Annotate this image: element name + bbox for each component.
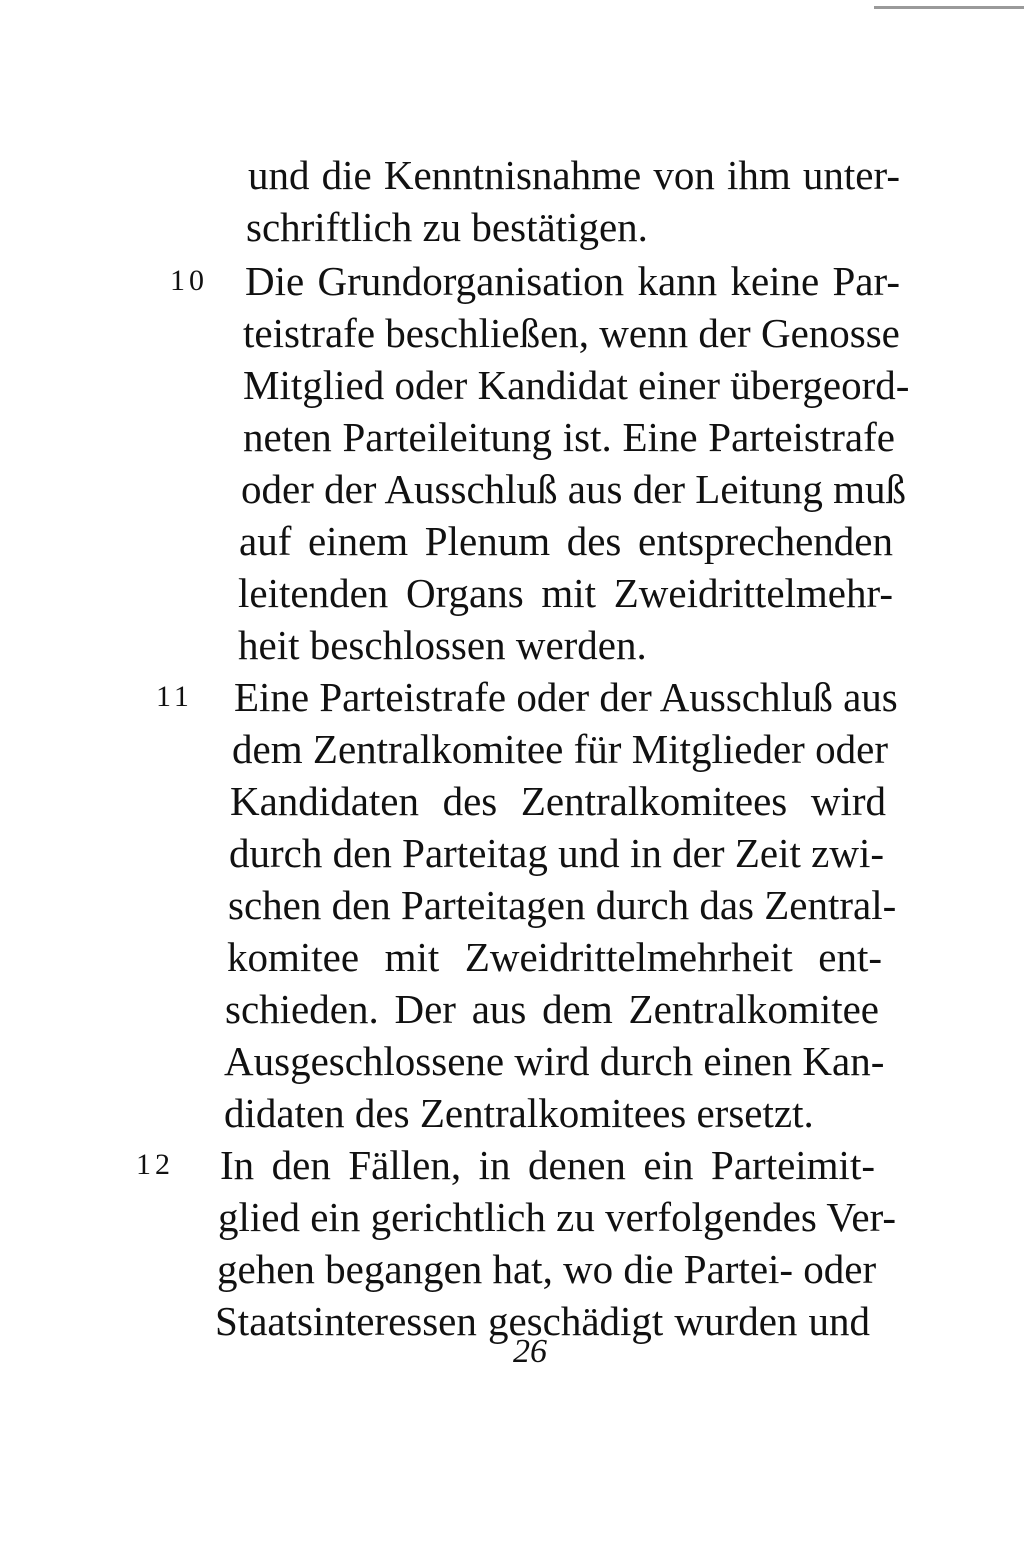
text-line: Die Grundorganisation kann keine Par- bbox=[245, 258, 900, 304]
text-line: schriftlich zu bestätigen. bbox=[246, 204, 648, 250]
text-line: durch den Parteitag und in der Zeit zwi- bbox=[229, 830, 884, 876]
section-number: 10 bbox=[170, 264, 208, 297]
page-number: 26 bbox=[513, 1333, 547, 1370]
text-line: oder der Ausschluß aus der Leitung muß bbox=[241, 466, 906, 512]
section-number: 12 bbox=[136, 1148, 174, 1181]
text-line: heit beschlossen werden. bbox=[238, 622, 647, 668]
text-line: In den Fällen, in denen ein Parteimit- bbox=[220, 1142, 875, 1188]
text-line: dem Zentralkomitee für Mitglieder oder bbox=[232, 726, 888, 772]
text-line: Ausgeschlossene wird durch einen Kan- bbox=[224, 1038, 885, 1084]
text-line: komitee mit Zweidrittelmehrheit ent- bbox=[227, 934, 882, 980]
text-line: Eine Parteistrafe oder der Ausschluß aus bbox=[234, 674, 898, 720]
text-line: didaten des Zentralkomitees ersetzt. bbox=[224, 1090, 814, 1136]
text-line: gehen begangen hat, wo die Partei- oder bbox=[217, 1246, 877, 1292]
section-number: 11 bbox=[156, 680, 193, 713]
text-line: neten Parteileitung ist. Eine Parteistrafe bbox=[243, 414, 895, 460]
top-edge-rule bbox=[874, 6, 1024, 9]
text-line: schieden. Der aus dem Zentralkomitee bbox=[225, 986, 879, 1032]
text-line: Kandidaten des Zentralkomitees wird bbox=[230, 778, 886, 824]
text-line: Staatsinteressen geschädigt wurden und bbox=[215, 1298, 870, 1344]
text-line: teistrafe beschließen, wenn der Genosse bbox=[243, 310, 900, 356]
text-line: und die Kenntnisnahme von ihm unter- bbox=[248, 152, 900, 198]
text-line: glied ein gerichtlich zu verfolgendes Ver- bbox=[218, 1194, 897, 1240]
text-line: schen den Parteitagen durch das Zentral- bbox=[228, 882, 897, 928]
text-line: auf einem Plenum des entsprechenden bbox=[239, 518, 893, 564]
text-line: Mitglied oder Kandidat einer übergeord- bbox=[243, 362, 910, 408]
text-line: leitenden Organs mit Zweidrittelmehr- bbox=[238, 570, 893, 616]
